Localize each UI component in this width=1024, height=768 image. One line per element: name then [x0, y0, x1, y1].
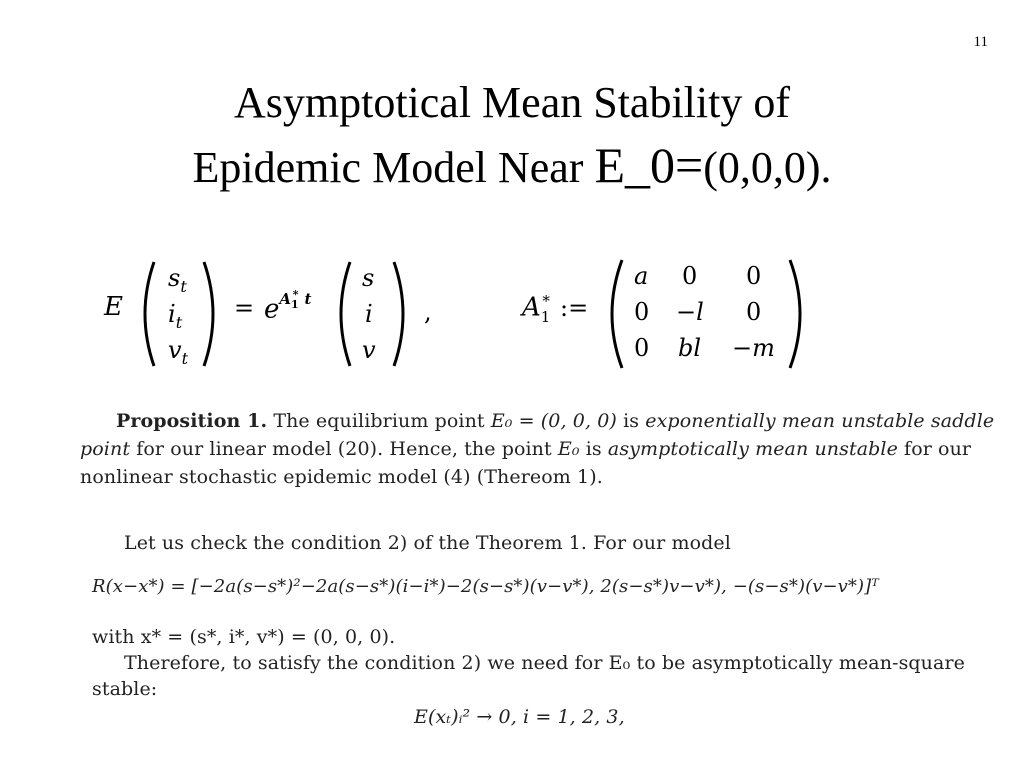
proposition-line-3: nonlinear stochastic epidemic model (4) (Thereom 1). [80, 466, 603, 488]
matrix-cell-r3-c2: bl [678, 334, 702, 362]
eq1-lhs-v: $v_t$ [168, 336, 188, 368]
eq1-comma: , [424, 298, 432, 326]
with-x-star: with x* = (s*, i*, v*) = (0, 0, 0). [92, 626, 396, 648]
therefore-line: Therefore, to satisfy the condition 2) we need for E₀ to be asymptotically mean-square [124, 652, 965, 674]
eq1-lhs-s: $s_t$ [168, 264, 187, 296]
matrix-cell-r1-c1: a [634, 262, 649, 290]
eq1-rhs-v: v [362, 336, 376, 364]
eq2-paren-open [598, 256, 628, 372]
check-intro: Let us check the condition 2) of the Theorem 1. For our model [124, 532, 731, 554]
title-line-2 [0, 134, 1024, 199]
eq1-left-paren-open [132, 258, 160, 370]
eq2-A1-star: $A_1^*$ [522, 292, 551, 326]
residual-equation: R(x−x*) = [−2a(s−s*)²−2a(s−s*)(i−i*)−2(s−s*)(v−v*), 2(s−s*)v−v*), −(s−s*)(v−v*)]ᵀ [92, 576, 879, 597]
eq1-E: E [104, 292, 123, 322]
proposition-line-1: Proposition 1. The equilibrium point E₀ = (0, 0, 0) is exponentially mean unstable saddle [116, 410, 995, 432]
title-origin: (0,0,0). [703, 143, 832, 192]
matrix-cell-r3-c1: 0 [634, 334, 650, 362]
eq1-lhs-i: $i_t$ [168, 300, 183, 332]
proposition-label: Proposition 1. [116, 410, 268, 432]
stable-label: stable: [92, 678, 158, 700]
matrix-cell-r3-c3: −m [732, 334, 775, 362]
eq1-exponential: $e^{A_1^* t}$ [264, 288, 312, 325]
title-line-2-prefix: Epidemic Model Near [192, 143, 595, 192]
eq1-rhs-s: s [362, 264, 375, 292]
eq2-assign: := [560, 294, 589, 322]
title-e0: E_0= [594, 137, 704, 193]
matrix-cell-r1-c3: 0 [746, 262, 762, 290]
matrix-cell-r2-c2: −l [676, 298, 704, 326]
slide-number: 11 [973, 34, 988, 50]
matrix-cell-r2-c3: 0 [746, 298, 762, 326]
matrix-cell-r1-c2: 0 [682, 262, 698, 290]
eq1-equals: = [234, 294, 255, 322]
slide-title [0, 72, 1024, 199]
eq1-right-paren-close [388, 258, 416, 370]
eq1-left-paren-close [198, 258, 226, 370]
eq2-paren-close [784, 256, 814, 372]
title-line-1: Asymptotical Mean Stability of [233, 78, 791, 127]
eq1-rhs-i: i [365, 300, 373, 328]
final-equation: E(xₜ)ᵢ² → 0, i = 1, 2, 3, [414, 706, 625, 728]
eq1-right-paren-open [328, 258, 356, 370]
proposition-line-2: point for our linear model (20). Hence, the point E₀ is asymptotically mean unstable for our [80, 438, 972, 460]
matrix-cell-r2-c1: 0 [634, 298, 650, 326]
